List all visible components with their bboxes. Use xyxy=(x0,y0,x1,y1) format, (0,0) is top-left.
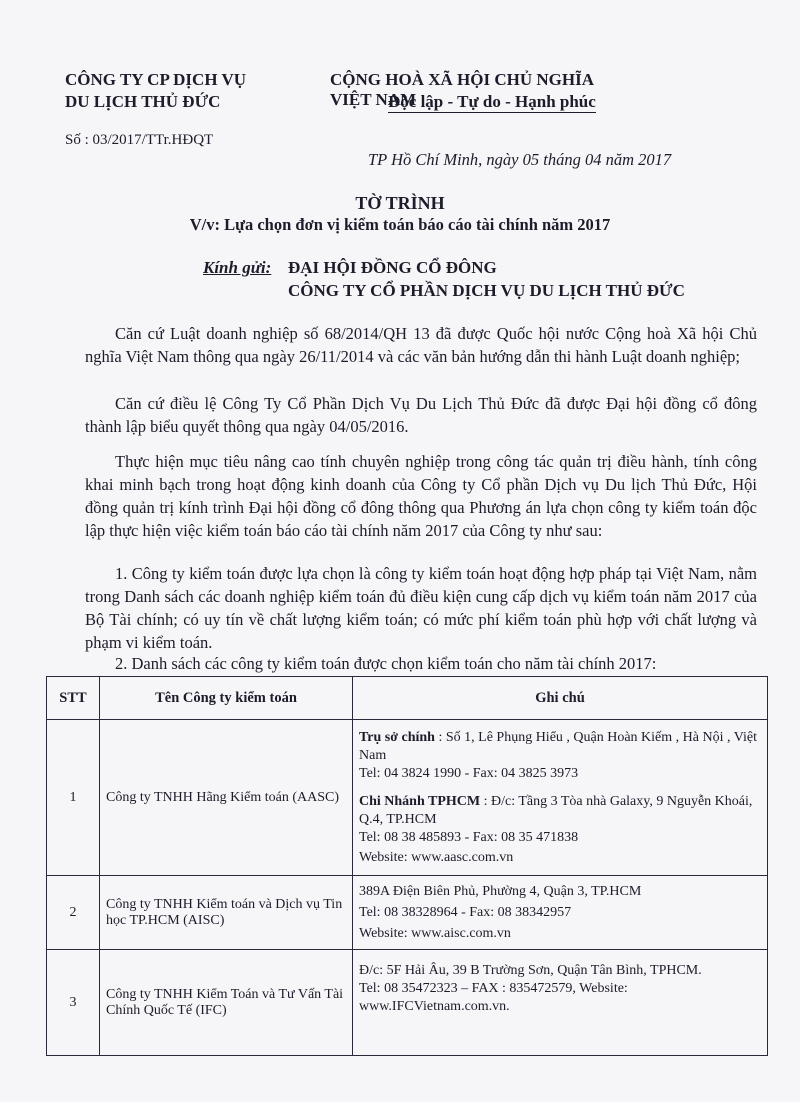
recipient-line1: ĐẠI HỘI ĐỒNG CỔ ĐÔNG xyxy=(288,258,497,277)
header-company-name: Tên Công ty kiểm toán xyxy=(100,677,353,720)
row-stt: 2 xyxy=(47,876,100,950)
paragraph-purpose: Thực hiện mục tiêu nâng cao tính chuyên nghiệp trong công tác quản trị điều hành, tính công khai minh bạch trong hoạt động kinh doanh của Công ty Cổ phần Dịch vụ Du lịch Thủ Đức, Hội đồng quản trị kính trình Đại hội đồng cổ đông thông qua Phương án lựa chọn công ty kiểm toán độc lập thực hiện việc kiểm toán báo cáo tài chính năm 2017 của Công ty như sau: xyxy=(85,452,757,540)
republic-heading: CỘNG HOÀ XÃ HỘI CHỦ NGHĨA VIỆT NAM xyxy=(330,70,594,109)
table-row xyxy=(47,950,768,1056)
branch-address: Chi Nhánh TPHCM : Đ/c: Tầng 3 Tòa nhà Galaxy, 9 Nguyễn Khoái, Q.4, TP.HCM xyxy=(359,793,753,827)
audit-companies-table xyxy=(46,676,768,1056)
phone: Tel: 08 38328964 - Fax: 08 38342957 xyxy=(359,904,572,920)
website: Website: www.aisc.com.vn xyxy=(359,925,511,941)
date-line: TP Hồ Chí Minh, ngày 05 tháng 04 năm 2017 xyxy=(368,150,672,169)
recipient-line2: CÔNG TY CỔ PHẦN DỊCH VỤ DU LỊCH THỦ ĐỨC xyxy=(288,281,685,300)
row-notes xyxy=(353,876,768,950)
row-stt: 1 xyxy=(47,720,100,876)
row-notes xyxy=(353,950,768,1056)
paragraph-list-intro: 2. Danh sách các công ty kiểm toán được chọn kiểm toán cho năm tài chính 2017: xyxy=(115,654,657,673)
hq-phone: Tel: 04 3824 1990 - Fax: 04 3825 3973 xyxy=(359,765,579,781)
branch-phone: Tel: 08 38 485893 - Fax: 08 35 471838 xyxy=(359,829,579,845)
header-notes: Ghi chú xyxy=(353,677,768,720)
recipient-label: Kính gửi: xyxy=(203,258,272,277)
row-company-name: Công ty TNHH Hãng Kiểm toán (AASC) xyxy=(100,720,353,876)
document-number: Số : 03/2017/TTr.HĐQT xyxy=(65,132,214,148)
row-notes xyxy=(353,720,768,876)
paragraph-criteria: 1. Công ty kiểm toán được lựa chọn là công ty kiểm toán hoạt động hợp pháp tại Việt Nam, nằm trong Danh sách các doanh nghiệp kiểm toán đủ điều kiện cung cấp dịch vụ kiểm toán năm 2017 của Bộ Tài chính; có uy tín về chất lượng kiểm toán; có mức phí kiểm toán phù hợp với chất lượng và phạm vi kiểm toán. xyxy=(85,564,757,652)
address: 389A Điện Biên Phủ, Phường 4, Quận 3, TP.HCM xyxy=(359,883,642,899)
table-row xyxy=(47,720,768,876)
row-company-name: Công ty TNHH Kiểm toán và Dịch vụ Tin học TP.HCM (AISC) xyxy=(100,876,353,950)
document-title: TỜ TRÌNH xyxy=(355,193,445,213)
paragraph-legal-basis: Căn cứ Luật doanh nghiệp số 68/2014/QH 13 đã được Quốc hội nước Cộng hoà Xã hội Chủ nghĩa Việt Nam thông qua ngày 26/11/2014 và các văn bản hướng dẫn thi hành Luật doanh nghiệp; xyxy=(85,324,757,366)
national-motto: Độc lập - Tự do - Hạnh phúc xyxy=(388,92,596,111)
company-name-line1: CÔNG TY CP DỊCH VỤ xyxy=(65,70,247,89)
hq-address: Trụ sở chính : Số 1, Lê Phụng Hiểu , Quận Hoàn Kiếm , Hà Nội , Việt Nam xyxy=(359,729,757,763)
paragraph-charter: Căn cứ điều lệ Công Ty Cổ Phần Dịch Vụ Du Lịch Thủ Đức đã được Đại hội đồng cổ đông thành lập biểu quyết thông qua ngày 04/05/2016. xyxy=(85,394,757,436)
table-header-row xyxy=(47,677,768,720)
row-stt: 3 xyxy=(47,950,100,1056)
table-row xyxy=(47,876,768,950)
website: Website: www.aasc.com.vn xyxy=(359,849,514,865)
address: Đ/c: 5F Hải Âu, 39 B Trường Sơn, Quận Tân Bình, TPHCM. xyxy=(359,963,702,978)
document-subject: V/v: Lựa chọn đơn vị kiểm toán báo cáo tài chính năm 2017 xyxy=(189,215,611,234)
company-name-line2: DU LỊCH THỦ ĐỨC xyxy=(65,92,221,111)
row-company-name: Công ty TNHH Kiểm Toán và Tư Vấn Tài Chính Quốc Tế (IFC) xyxy=(100,950,353,1056)
contact: Tel: 08 35472323 – FAX : 835472579, Website: www.IFCVietnam.com.vn. xyxy=(359,981,628,1014)
header-stt: STT xyxy=(47,677,100,720)
